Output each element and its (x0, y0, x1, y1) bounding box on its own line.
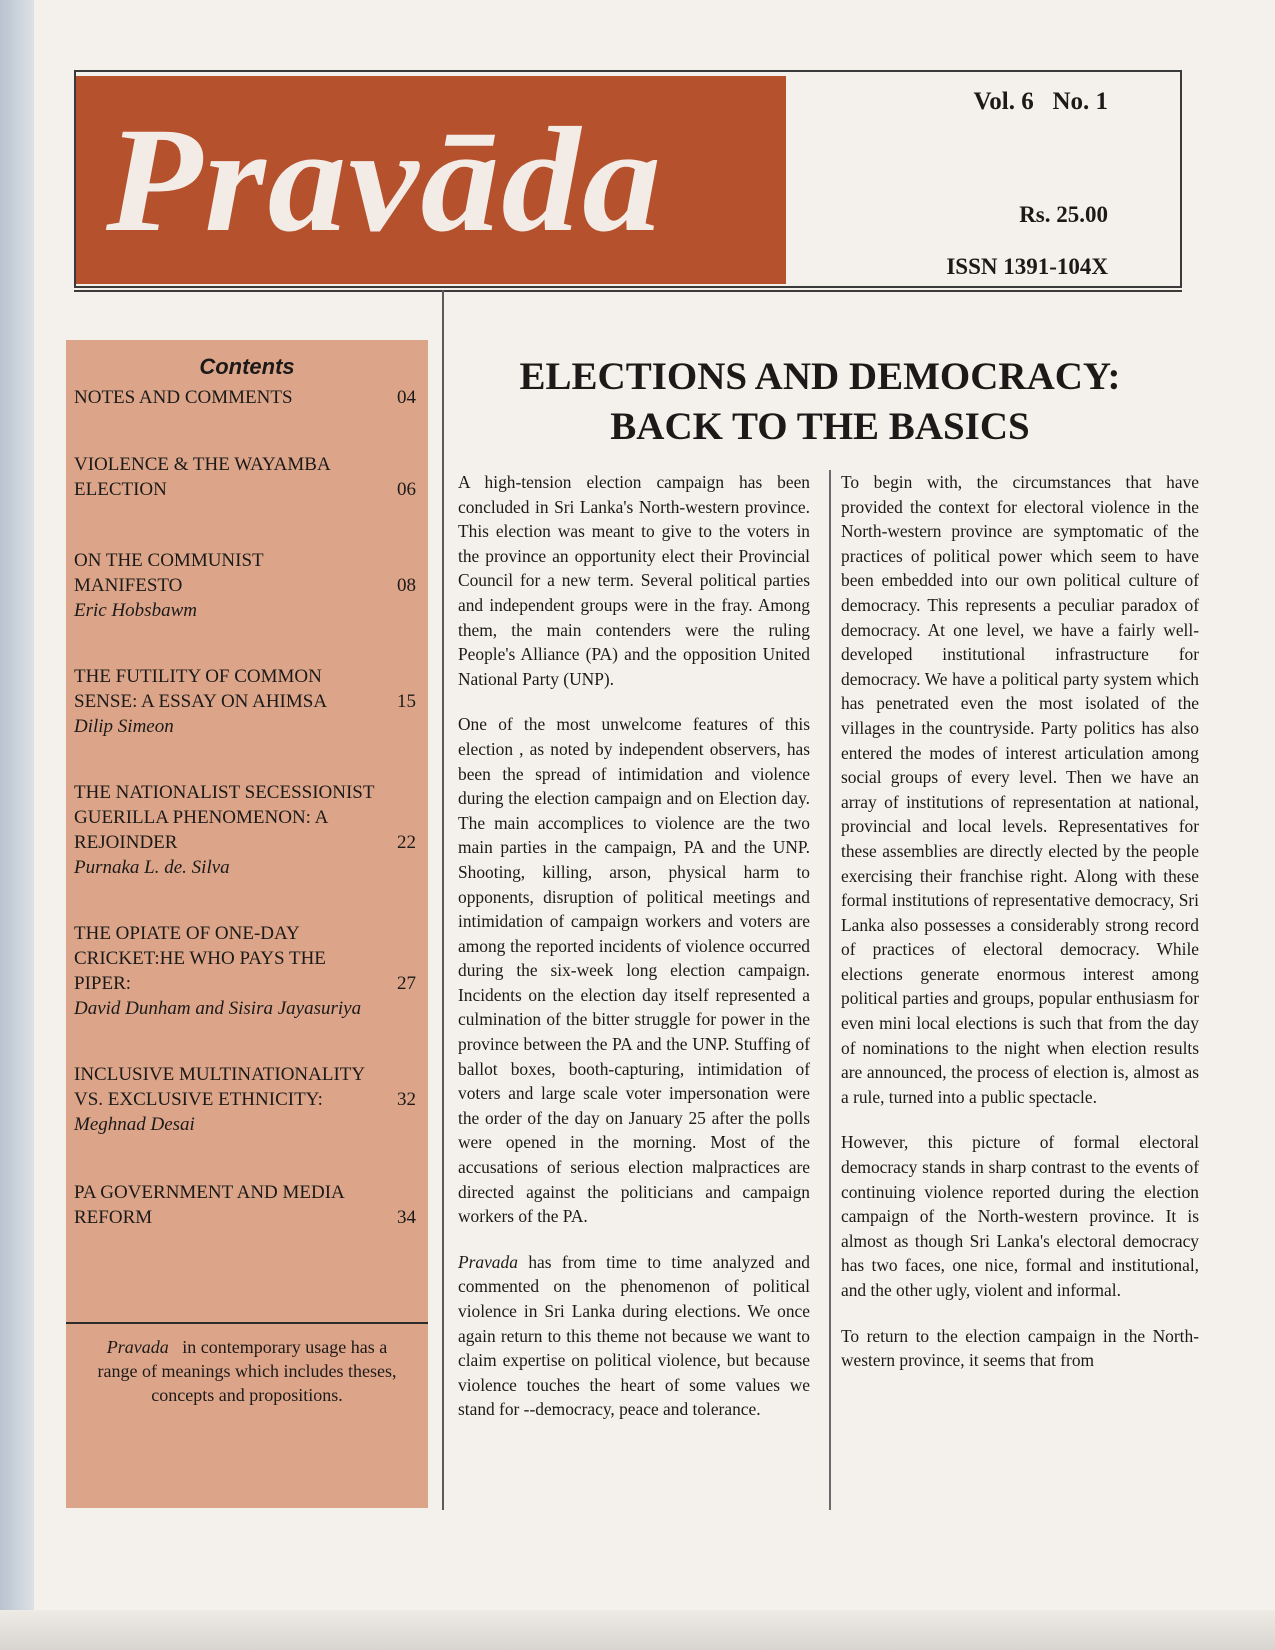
toc-title: PA GOVERNMENT AND MEDIA REFORM (74, 1182, 344, 1228)
toc-author: David Dunham and Sisira Jayasuriya (74, 998, 362, 1019)
toc-page: 32 (397, 1089, 416, 1110)
logo-banner (76, 76, 786, 284)
toc-author: Meghnad Desai (74, 1114, 195, 1135)
pravada-italic: Pravada (458, 1251, 518, 1272)
toc-title: NOTES AND COMMENTS (74, 387, 293, 408)
contents-panel (66, 340, 428, 1508)
toc-page: 04 (397, 387, 416, 408)
toc-title: THE OPIATE OF ONE-DAY CRICKET:HE WHO PAYS THE PIPER: (74, 923, 326, 994)
tagline-text: in contemporary usage has a range of meanings which includes theses, concepts and propositions. (97, 1337, 397, 1405)
paragraph: A high-tension election campaign has been concluded in Sri Lanka's North-western province. This election was meant to give to the voters in the province an opportunity elect their Provincial Council for a new term. Several political parties and independent groups were in the fray. Among them, the main contenders were the ruling People's Alliance (PA) and the opposition United National Party (UNP). (458, 472, 810, 689)
logo: Pravāda (106, 97, 664, 263)
paragraph: However, this picture of formal electoral democracy stands in sharp contrast to the events of continuing violence reported during the election campaign of the North-western province. It is almost as though Sri Lanka's electoral democracy has two faces, one nice, formal and institutional, and the other ugly, violent and informal. (841, 1132, 1199, 1300)
toc-author: Dilip Simeon (74, 716, 174, 737)
issn: ISSN 1391-104X (946, 254, 1108, 279)
toc-item[interactable] (74, 385, 420, 410)
page-bottom-shadow (0, 1610, 1275, 1650)
toc-title: THE FUTILITY OF COMMON SENSE: A ESSAY ON AHIMSA (74, 666, 328, 712)
toc-item[interactable] (74, 664, 420, 739)
tagline (96, 1335, 398, 1407)
price: Rs. 25.00 (1019, 202, 1108, 227)
column-divider (829, 470, 831, 1510)
paragraph: One of the most unwelcome features of this election , as noted by independent observers, has been the spread of intimidation and violence during the election campaign and on Election day. The main accomplices to violence are the two main parties in the campaign, PA and the UNP. Shooting, killing, arson, physical harm to opponents, disruption of political meetings and intimidation of campaign workers and voters are among the reported incidents of violence occurred during the six-week long election campaign. Incidents on the election day itself represented a culmination of the bitter struggle for power in the province between the PA and the UNP. Stuffing of ballot boxes, booth-capturing, intimidation of voters and large scale voter impersonation were the order of the day on January 25 after the polls were opened in the morning. Most of the accusations of serious election malpractices are directed against the politicians and campaign workers of the PA. (458, 714, 810, 1227)
masthead (74, 70, 1182, 288)
toc-page: 15 (397, 691, 416, 712)
toc-title: VIOLENCE & THE WAYAMBA ELECTION (74, 454, 330, 500)
article-column-2 (841, 470, 1199, 1394)
toc-item[interactable] (74, 921, 420, 1021)
article-column-1 (458, 470, 810, 1443)
toc-author: Eric Hobsbawm (74, 600, 197, 621)
toc-item[interactable] (74, 1062, 420, 1137)
toc-item[interactable] (74, 548, 420, 623)
header-rule (74, 290, 1182, 292)
headline-line-2: BACK TO THE BASICS (610, 405, 1030, 448)
toc-author: Purnaka L. de. Silva (74, 857, 230, 878)
toc-page: 27 (397, 973, 416, 994)
paragraph: To return to the election campaign in the North-western province, it seems that from (841, 1325, 1199, 1371)
headline-line-1: ELECTIONS AND DEMOCRACY: (519, 355, 1121, 398)
toc-item[interactable] (74, 1180, 420, 1230)
contents-divider (442, 290, 444, 1510)
toc-page: 08 (397, 575, 416, 596)
paragraph-text: has from time to time analyzed and commented on the phenomenon of political violence in Sri Lanka during elections. We once again return to this theme not because we want to claim expertise on political violence, but because violence touches the heart of some values we stand for --democracy, peace and tolerance. (458, 1251, 810, 1420)
toc-page: 06 (397, 479, 416, 500)
contents-rule (66, 1322, 428, 1324)
toc-item[interactable] (74, 780, 420, 880)
toc-page: 34 (397, 1207, 416, 1228)
contents-heading: Contents (199, 354, 295, 379)
page-edge (0, 0, 34, 1650)
paragraph: To begin with, the circumstances that have provided the context for electoral violence in the North-western province are symptomatic of the practices of political power which seem to have been embedded into our own political culture of democracy. This represents a peculiar paradox of democracy. At one level, we have a fairly well-developed institutional infrastructure for democracy. We have a political party system which has penetrated even the most isolated of the villages in the countryside. Party politics has also entered the modes of interest articulation among social groups of every level. Then we have an array of institutions of representation at national, provincial and local levels. Representatives for these assemblies are directly elected by the people exercising their franchise right. Along with these formal institutions of representative democracy, Sri Lanka also possesses a considerably strong record of practices of electoral democracy. While elections generate enormous interest among political parties and groups, popular enthusiasm for even mini local elections is such that from the day of nominations to the night when election results are announced, the process of election is, almost as a rule, turned into a public spectacle. (841, 472, 1199, 1107)
tagline-word: Pravada (106, 1337, 169, 1357)
volume-number: Vol. 6 No. 1 (973, 88, 1108, 115)
toc-title: ON THE COMMUNIST MANIFESTO (74, 550, 264, 596)
toc-title: INCLUSIVE MULTINATIONALITY VS. EXCLUSIVE ETHNICITY: (74, 1064, 365, 1110)
toc-page: 22 (397, 832, 416, 853)
toc-item[interactable] (74, 452, 420, 502)
toc-title: THE NATIONALIST SECESSIONIST GUERILLA PHENOMENON: A REJOINDER (74, 782, 375, 853)
paragraph (458, 1250, 810, 1422)
article-headline (460, 352, 1180, 452)
